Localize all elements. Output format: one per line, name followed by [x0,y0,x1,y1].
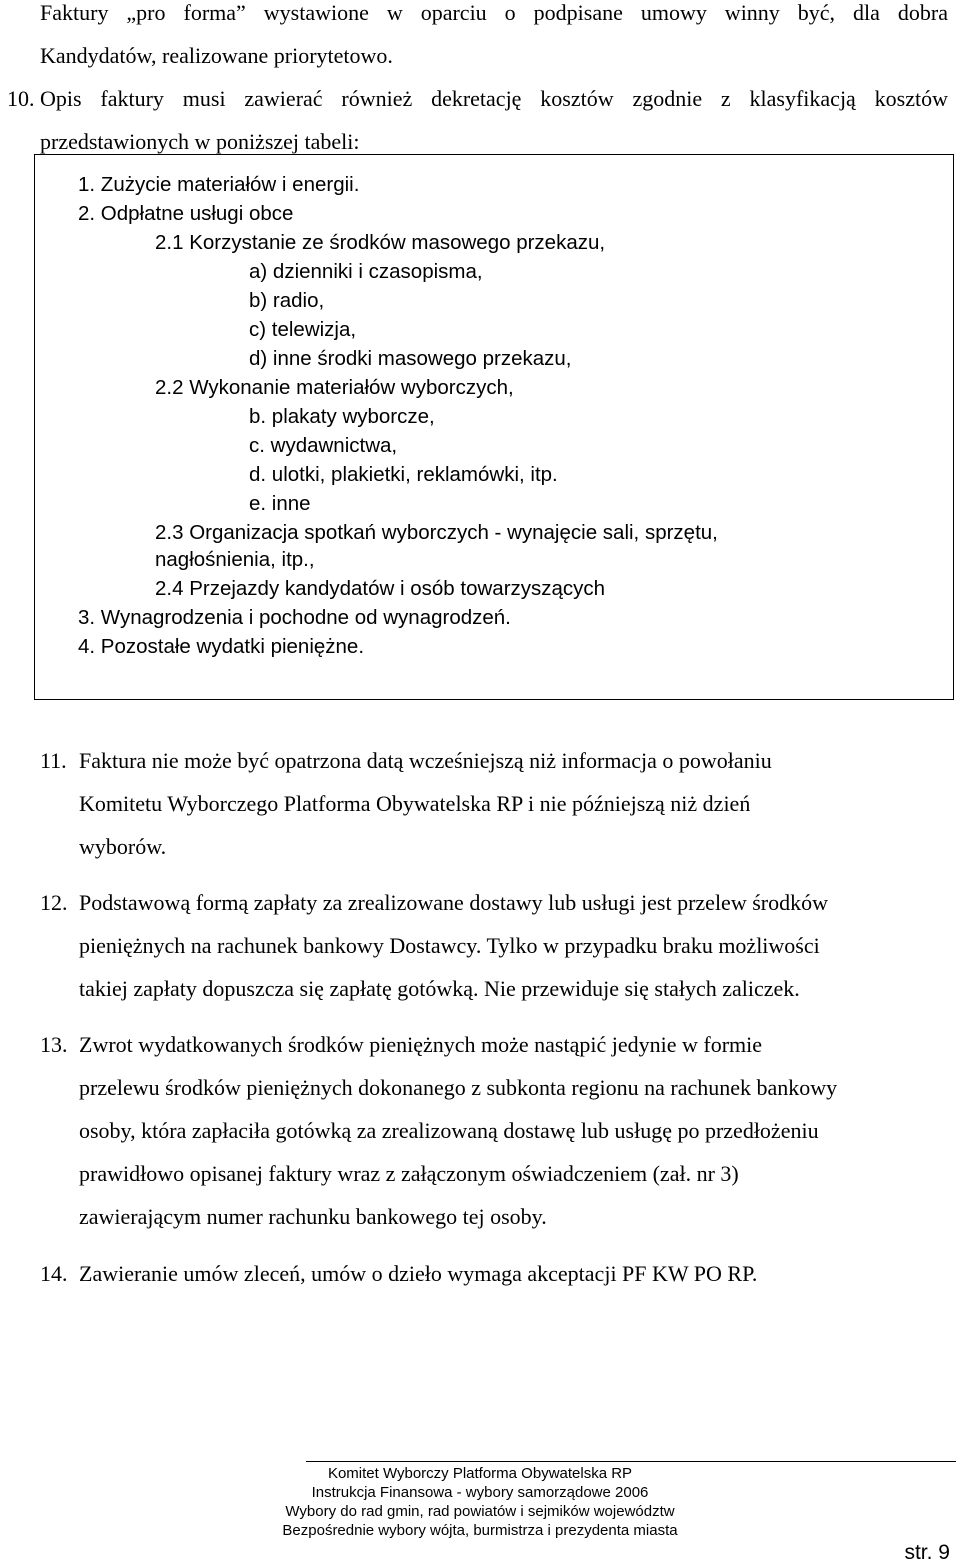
paragraph-line [40,739,920,782]
paragraph-number: 11. [40,748,67,773]
paragraph-12 [40,881,920,1010]
paragraph-text: Zwrot wydatkowanych środków pieniężnych może nastąpić jedynie w formie [79,1032,763,1057]
intro-line: Faktury „pro forma” wystawione w oparciu o podpisane umowy winny być, dla dobra [40,0,948,25]
footer-line: Instrukcja Finansowa - wybory samorządowe 2006 [311,1484,649,1501]
paragraph-text: Zawieranie umów zleceń, umów o dzieło wymaga akceptacji PF KW PO RP. [79,1261,758,1286]
paragraph-line: osoby, która zapłaciła gotówką za zrealizowaną dostawę lub usługę po przedłożeniu [79,1118,819,1143]
paragraph-13 [40,1023,920,1238]
paragraph-text: Faktura nie może być opatrzona datą wcześniejszą niż informacja o powołaniu [79,748,772,773]
paragraph-line [40,1023,920,1066]
box-line: nagłośnienia, itp., [155,548,315,571]
intro-line: Kandydatów, realizowane priorytetowo. [40,43,393,68]
paragraph-line: takiej zapłaty dopuszcza się zapłatę gotówką. Nie przewiduje się stałych zaliczek. [79,976,800,1001]
paragraph-line: wyborów. [79,834,167,859]
intro-text [7,0,948,163]
box-line: 2.3 Organizacja spotkań wyborczych - wynajęcie sali, sprzętu, [155,521,718,544]
box-line: b) radio, [249,289,325,312]
box-line: a) dzienniki i czasopisma, [249,260,483,283]
paragraph-line [40,881,920,924]
paragraph-11 [40,739,920,868]
box-line: 2.2 Wykonanie materiałów wyborczych, [155,376,514,399]
item-10-line [7,77,948,120]
box-line: 2.1 Korzystanie ze środków masowego przekazu, [155,231,606,254]
paragraph-line: prawidłowo opisanej faktury wraz z załączonym oświadczeniem (zał. nr 3) [79,1161,739,1186]
box-line: e. inne [249,492,311,515]
box-line: d) inne środki masowego przekazu, [249,347,572,370]
item-10-text: Opis faktury musi zawierać również dekretację kosztów zgodnie z klasyfikacją kosztów [40,86,948,111]
page-number: str. 9 [904,1541,950,1564]
footer-line: Komitet Wyborczy Platforma Obywatelska RP [327,1465,633,1482]
item-10-number: 10. [7,86,35,111]
footer-line: Bezpośrednie wybory wójta, burmistrza i prezydenta miasta [282,1522,678,1539]
box-line: c) telewizja, [249,318,357,341]
paragraph-number: 13. [40,1032,68,1057]
paragraph-number: 12. [40,890,68,915]
paragraph-line [40,1252,920,1295]
footer-divider [306,1461,956,1462]
item-10-line: przedstawionych w poniższej tabeli: [40,129,360,154]
box-line: 2.4 Przejazdy kandydatów i osób towarzyszących [155,577,606,600]
paragraph-14 [40,1252,920,1295]
box-line: c. wydawnictwa, [249,434,398,457]
box-line: b. plakaty wyborcze, [249,405,435,428]
paragraph-line: przelewu środków pieniężnych dokonanego z subkonta regionu na rachunek bankowy [79,1075,838,1100]
box-line: d. ulotki, plakietki, reklamówki, itp. [249,463,558,486]
box-line: 2. Odpłatne usługi obce [78,202,294,225]
cost-classification-box [34,154,954,700]
paragraph-number: 14. [40,1261,68,1286]
box-line: 3. Wynagrodzenia i pochodne od wynagrodzeń. [78,606,511,629]
page-footer [240,1464,720,1540]
paragraph-line: Komitetu Wyborczego Platforma Obywatelska RP i nie późniejszą niż dzień [79,791,751,816]
paragraph-line: pieniężnych na rachunek bankowy Dostawcy. Tylko w przypadku braku możliwości [79,933,820,958]
footer-line: Wybory do rad gmin, rad powiatów i sejmików województw [285,1503,675,1520]
paragraph-text: Podstawową formą zapłaty za zrealizowane dostawy lub usługi jest przelew środków [79,890,828,915]
box-line: 1. Zużycie materiałów i energii. [78,173,360,196]
box-line: 4. Pozostałe wydatki pieniężne. [78,635,365,658]
paragraph-line: zawierającym numer rachunku bankowego tej osoby. [79,1204,547,1229]
